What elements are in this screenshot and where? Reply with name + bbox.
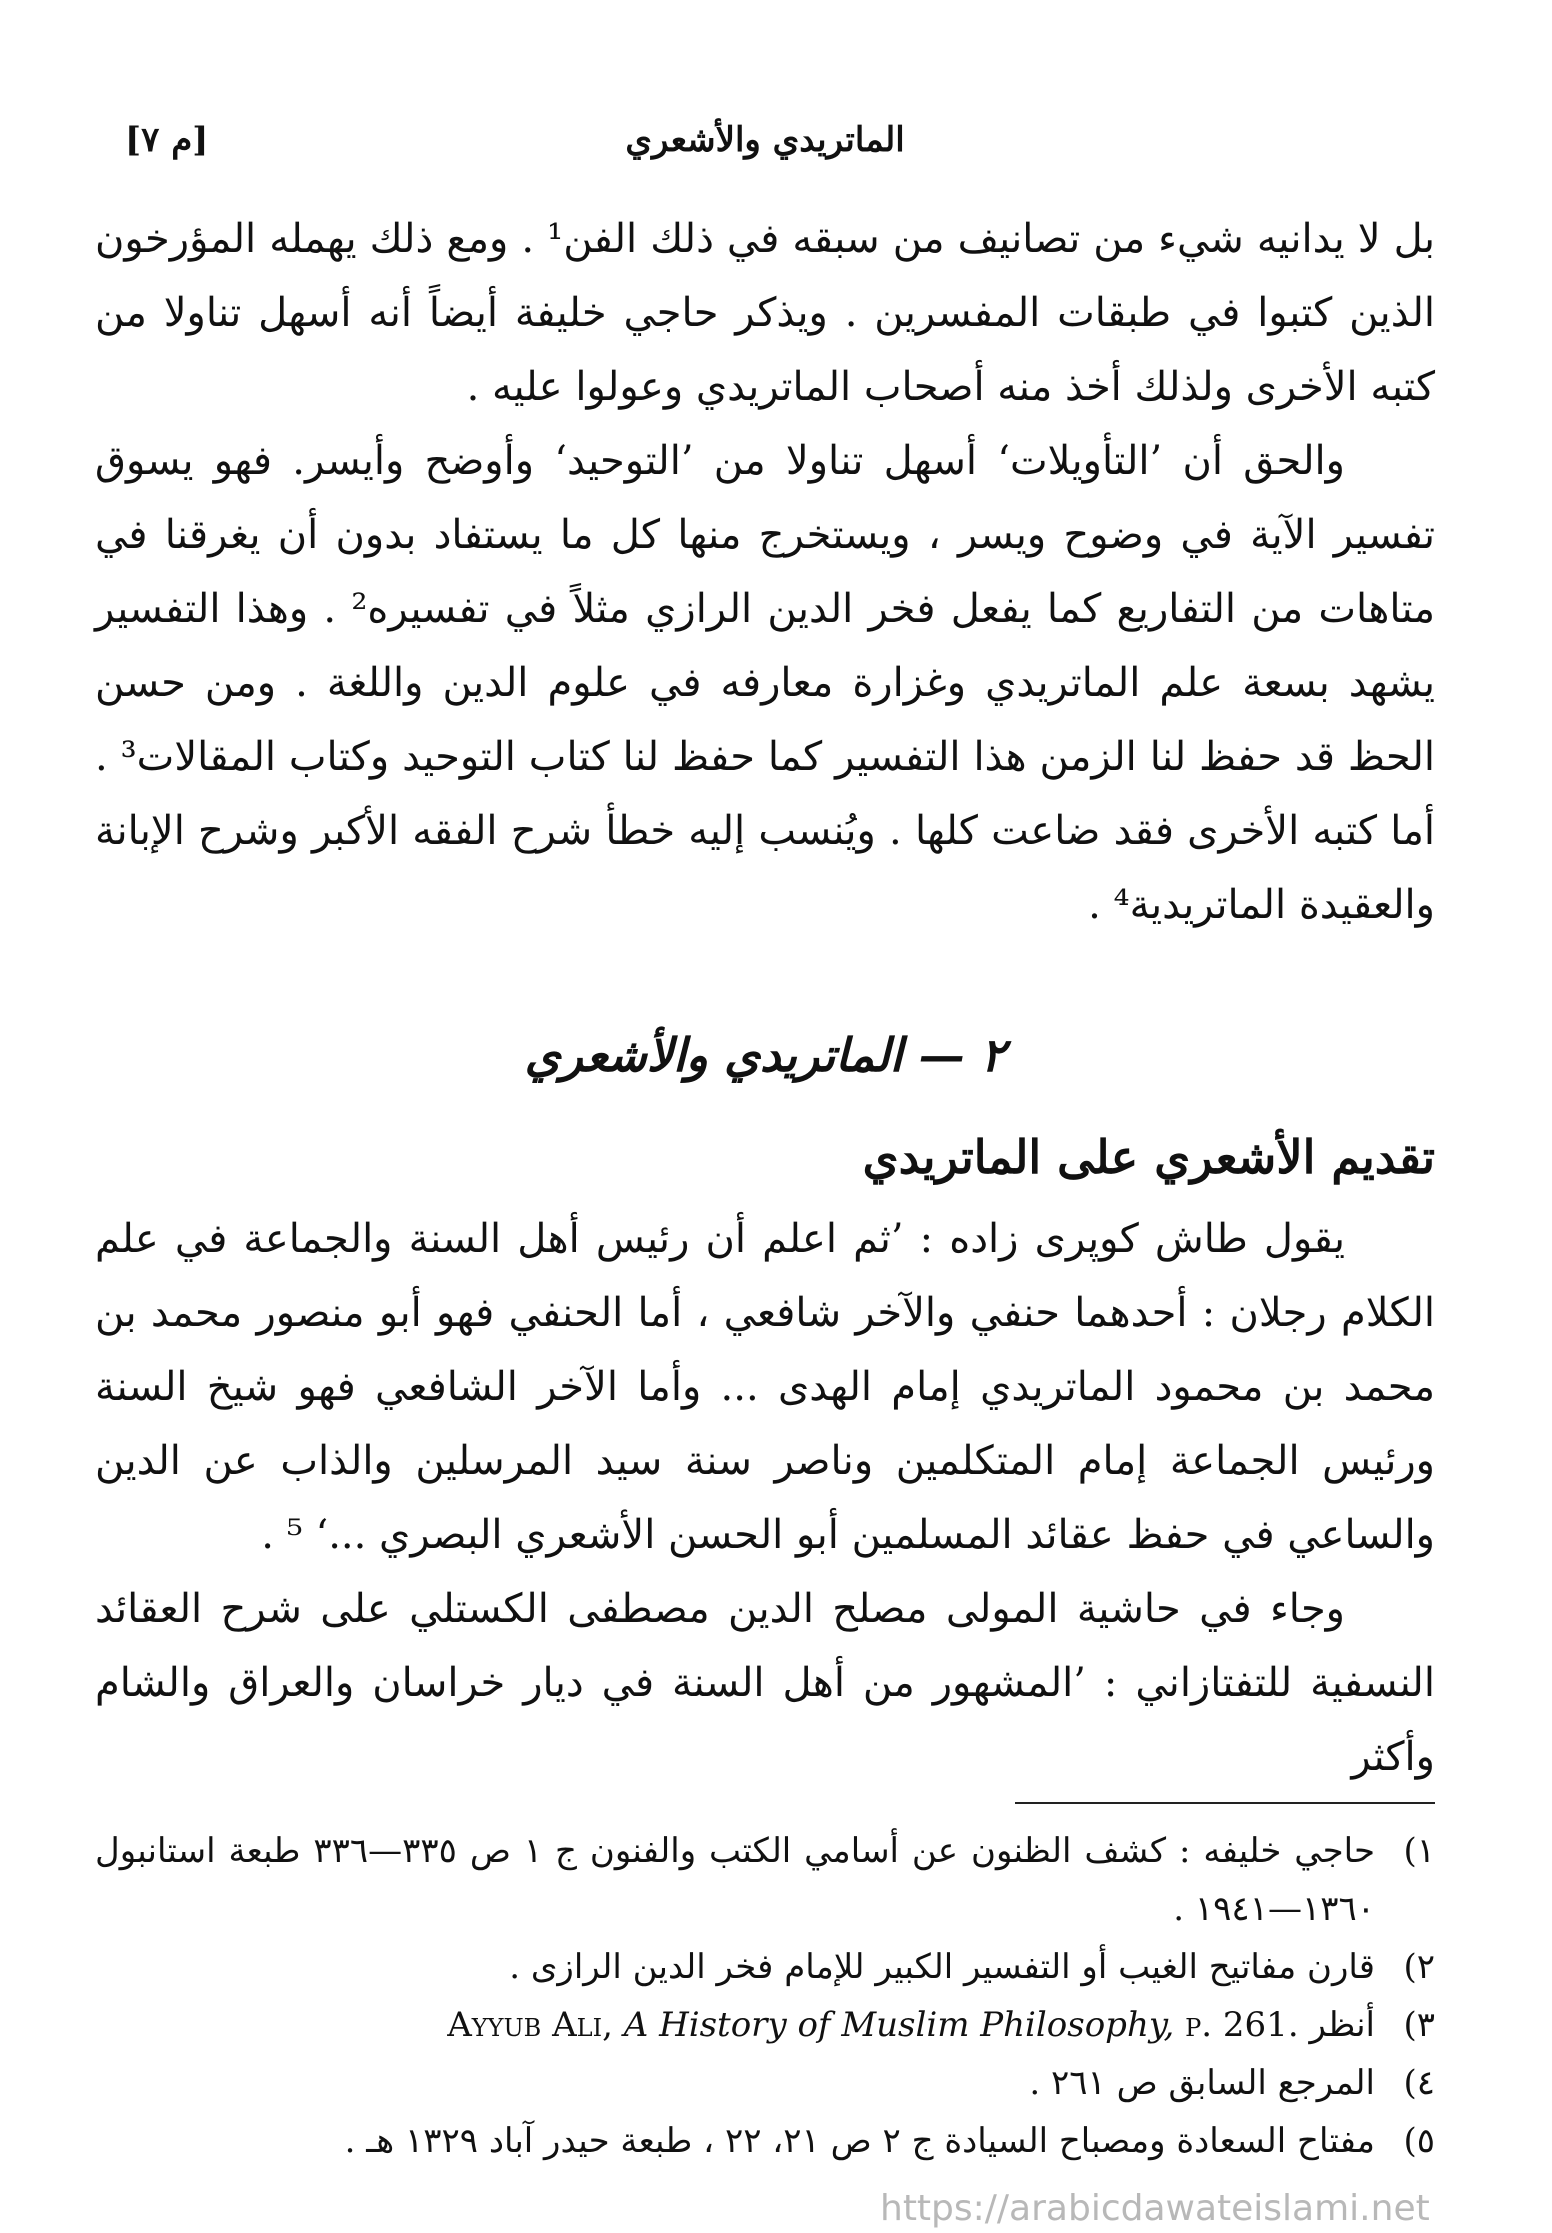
citation-title: A History of Muslim Philosophy, <box>623 2005 1175 2045</box>
footnote <box>95 2112 1435 2170</box>
footnote <box>95 1996 1435 2054</box>
sub-heading: تقديم الأشعري على الماتريدي <box>862 1130 1435 1184</box>
watermark-url: https://arabicdawateislami.net <box>880 2188 1430 2229</box>
footnote <box>95 2054 1435 2112</box>
paragraph: يقول طاش كوپرى زاده : ’ثم اعلم أن رئيس أهل السنة والجماعة في علم الكلام رجلان : أحدهما حنفي والآخر شافعي ، أما الحنفي فهو أبو منصور محمد بن محمد بن محمود الماتريدي إمام الهدى ... وأما الآخر الشافعي فهو شيخ السنة ورئيس الجماعة إمام المتكلمين وناصر سنة سيد المرسلين والذاب عن الدين والساعي في حفظ عقائد المسلمين أبو الحسن الأشعري البصري ...‘ ⁵ . <box>95 1216 1435 1558</box>
footnote-divider <box>1015 1802 1435 1804</box>
footnote-text: حاجي خليفه : كشف الظنون عن أسامي الكتب والفنون ج ١ ص ٣٣٥—٣٣٦ طبعة استانبول ١٣٦٠—١٩٤١ . <box>95 1831 1375 1929</box>
paragraph: وجاء في حاشية المولى مصلح الدين مصطفى الكستلي على شرح العقائد النسفية للتفتازاني : ’المشهور من أهل السنة في ديار خراسان والعراق والشام وأكثر <box>95 1586 1435 1780</box>
section-heading: ٢ — الماتريدي والأشعري <box>524 1028 1006 1082</box>
footnote-citation <box>447 2005 1298 2045</box>
footnote-text: قارن مفاتيح الغيب أو التفسير الكبير للإمام فخر الدين الرازى . <box>509 1947 1375 1987</box>
page-marker: [م ٧] <box>125 120 209 160</box>
footnote-number: ٥) <box>1403 2121 1435 2161</box>
footnote-number: ٢) <box>1403 1947 1435 1987</box>
footnote-text: المرجع السابق ص ٢٦١ . <box>1029 2063 1375 2103</box>
citation-author: Ayyub Ali, <box>447 2005 613 2045</box>
page-header <box>95 120 1435 180</box>
footnote <box>95 1938 1435 1996</box>
footnote-text: أنظر <box>1309 2005 1375 2045</box>
footnote-body <box>95 1996 1375 2054</box>
footnote <box>95 1822 1435 1938</box>
paragraph: بل لا يدانيه شيء من تصانيف من سبقه في ذلك الفن¹ . ومع ذلك يهمله المؤرخون الذين كتبوا في طبقات المفسرين . ويذكر حاجي خليفة أيضاً أنه أسهل تناولا من كتبه الأخرى ولذلك أخذ منه أصحاب الماتريدي وعولوا عليه . <box>95 216 1436 410</box>
footnote-text: مفتاح السعادة ومصباح السيادة ج ٢ ص ٢١، ٢٢ ، طبعة حيدر آباد ١٣٢٩ هـ . <box>344 2121 1375 2161</box>
document-page <box>95 120 1435 2170</box>
footnote-number: ١) <box>1403 1831 1435 1871</box>
citation-page: p. 261. <box>1185 2005 1299 2045</box>
footnote-number: ٤) <box>1403 2063 1435 2103</box>
running-title: الماتريدي والأشعري <box>625 120 905 160</box>
footnote-number: ٣) <box>1403 2005 1435 2045</box>
footnotes <box>95 1822 1435 2170</box>
paragraph: والحق أن ’التأويلات‘ أسهل تناولا من ’التوحيد‘ وأوضح وأيسر. فهو يسوق تفسير الآية في وضوح ويسر ، ويستخرج منها كل ما يستفاد بدون أن يغرقنا في متاهات من التفاريع كما يفعل فخر الدين الرازي مثلاً في تفسيره² . وهذا التفسير يشهد بسعة علم الماتريدي وغزارة معارفه في علوم الدين واللغة . ومن حسن الحظ قد حفظ لنا الزمن هذا التفسير كما حفظ لنا كتاب التوحيد وكتاب المقالات³ . أما كتبه الأخرى فقد ضاعت كلها . ويُنسب إليه خطأ شرح الفقه الأكبر وشرح الإبانة والعقيدة الماتريدية⁴ . <box>95 438 1436 928</box>
